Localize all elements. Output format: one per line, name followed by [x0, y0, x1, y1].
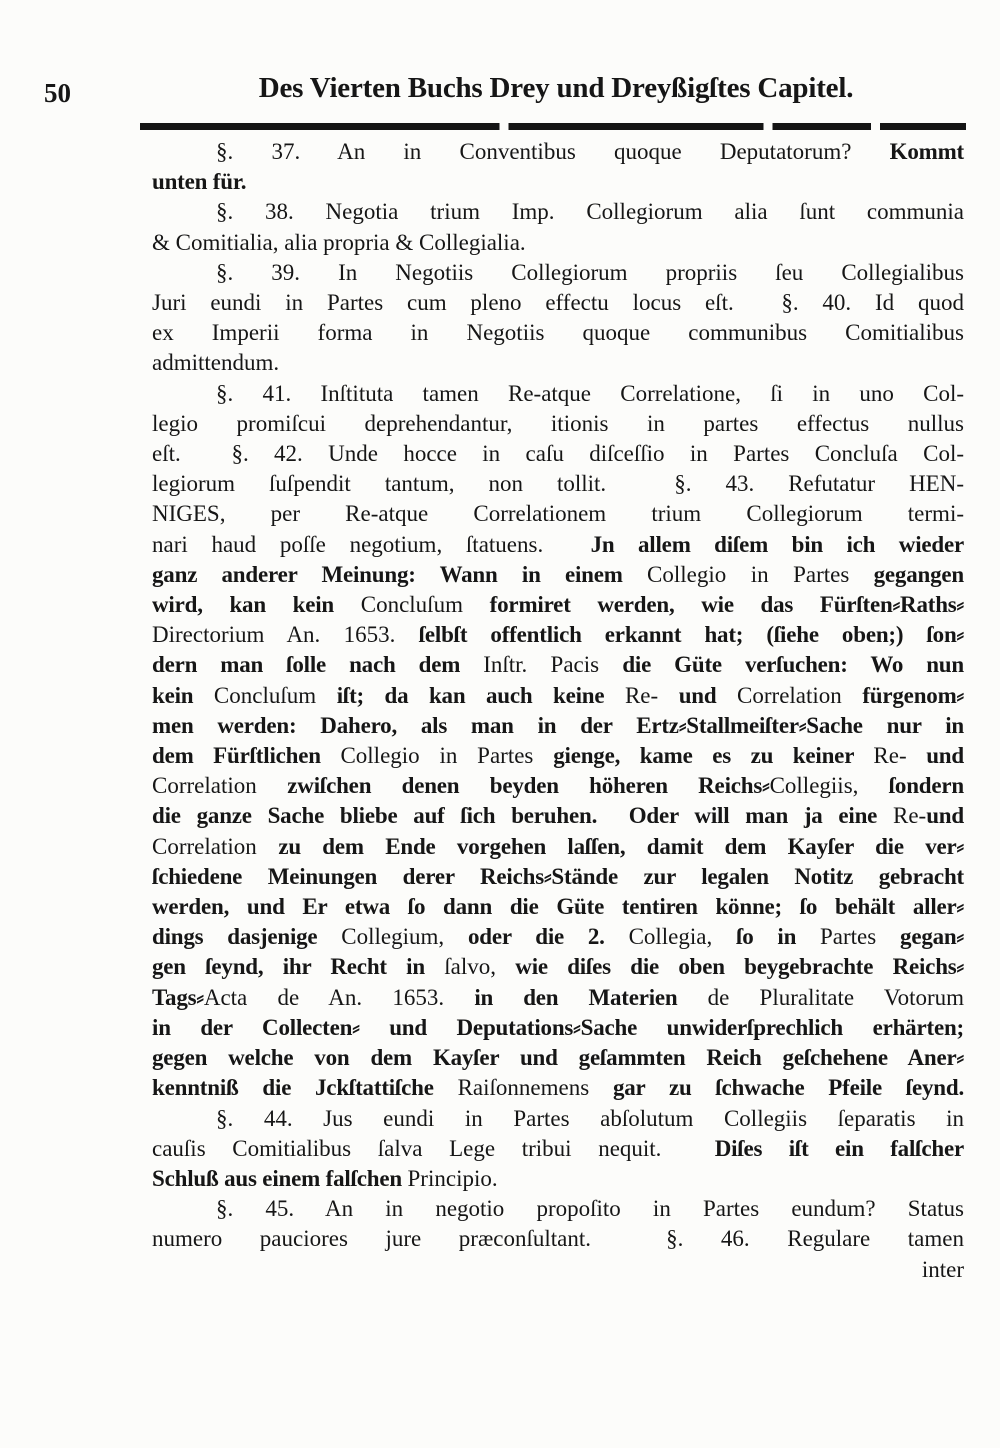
fraktur-text-segment: wird, kan kein: [152, 592, 361, 618]
fraktur-text-segment: iſt; da kan auch keine: [316, 682, 625, 708]
fraktur-text-segment: unten für.: [152, 169, 247, 195]
text-line: [152, 288, 964, 318]
text-line: [152, 348, 964, 378]
text-line: [152, 439, 964, 469]
antiqua-text-segment: Partes: [819, 924, 877, 950]
fraktur-text-segment: gegen welche von dem Kayſer und geſammten Reich geſchehene Aner⸗: [152, 1045, 964, 1071]
fraktur-text-segment: kein: [152, 682, 214, 708]
text-line: [152, 862, 964, 892]
fraktur-text-segment: dern man ſolle nach dem: [152, 652, 484, 678]
text-line: [152, 318, 964, 348]
text-line: [152, 590, 964, 620]
text-line: [152, 530, 964, 560]
fraktur-text-segment: gienge, kame es zu keiner: [553, 743, 874, 769]
antiqua-text-segment: Correlation: [152, 833, 279, 859]
antiqua-text-segment: Correlation: [737, 682, 842, 708]
antiqua-text-segment: ex Imperii forma in Negotiis quoque communibus Comitialibus: [152, 320, 964, 346]
header-rule-divider: [140, 123, 966, 130]
text-line: [152, 409, 964, 439]
fraktur-text-segment: und: [926, 803, 964, 829]
text-line: [152, 258, 964, 288]
fraktur-text-segment: gar zu ſchwache Pfeile ſeynd.: [589, 1075, 964, 1101]
text-line: [152, 1013, 964, 1043]
antiqua-text-segment: de Pluralitate Votorum: [707, 984, 965, 1010]
text-line: [152, 650, 964, 680]
antiqua-text-segment: nari haud poſſe negotium, ſtatuens.: [152, 531, 591, 557]
fraktur-text-segment: gegangen: [849, 561, 964, 587]
text-line: [152, 741, 964, 771]
text-line: [152, 922, 964, 952]
antiqua-text-segment: Collegium,: [341, 924, 445, 950]
fraktur-text-segment: ſo in: [712, 924, 820, 950]
fraktur-text-segment: gegan⸗: [876, 924, 964, 950]
antiqua-text-segment: Concluſum: [213, 682, 317, 708]
fraktur-text-segment: in der Collecten⸗ und Deputations⸗Sache unwiderſprechlich erhärten;: [152, 1014, 964, 1040]
antiqua-text-segment: Collegio in Partes: [340, 743, 554, 769]
text-line: [152, 499, 964, 529]
antiqua-text-segment: Re-: [873, 743, 907, 769]
text-line: [152, 620, 964, 650]
antiqua-text-segment: §. 38. Negotia trium Imp. Collegiorum alia ſunt communia: [216, 199, 964, 225]
antiqua-text-segment: §. 39. In Negotiis Collegiorum propriis ſeu Collegialibus: [216, 259, 964, 285]
text-line: [152, 1224, 964, 1254]
fraktur-text-segment: die Güte verſuchen: Wo nun: [622, 652, 964, 678]
antiqua-text-segment: §. 41. Inſtituta tamen Re-atque Correlatione, ſi in uno Col-: [216, 380, 964, 406]
fraktur-text-segment: zu dem Ende vorgehen laſſen, damit dem Kayſer die ver⸗: [278, 833, 965, 859]
text-line: [152, 832, 964, 862]
fraktur-text-segment: werden, und Er etwa ſo dann die Güte tentiren könne; ſo behält aller⸗: [152, 894, 964, 920]
fraktur-text-segment: in den Materien: [474, 984, 708, 1010]
fraktur-text-segment: dem Fürſtlichen: [152, 743, 341, 769]
antiqua-text-segment: Principio.: [407, 1165, 498, 1191]
fraktur-text-segment: fürgenom⸗: [841, 682, 964, 708]
fraktur-text-segment: formiret werden, wie das Fürſten⸗Raths⸗: [462, 592, 965, 618]
antiqua-text-segment: legio promiſcui deprehendantur, itionis in partes effectus nullus: [152, 410, 964, 436]
antiqua-text-segment: Concluſum: [360, 592, 463, 618]
text-line: [152, 137, 964, 167]
antiqua-text-segment: Directorium An. 1653.: [152, 622, 419, 648]
fraktur-text-segment: ſondern: [858, 773, 964, 799]
fraktur-text-segment: gen ſeynd, ihr Recht in: [152, 954, 445, 980]
fraktur-text-segment: zwiſchen denen beyden höheren Reichs⸗: [287, 773, 770, 799]
text-line: [152, 469, 964, 499]
fraktur-text-segment: Kommt: [889, 139, 964, 164]
fraktur-text-segment: Diſes iſt ein falſcher: [714, 1135, 964, 1161]
antiqua-text-segment: §. 44. Jus eundi in Partes abſolutum Collegiis ſeparatis in: [216, 1105, 964, 1131]
antiqua-text-segment: Correlation: [152, 773, 288, 799]
antiqua-text-segment: eſt. §. 42. Unde hocce in caſu diſceſſio in Partes Concluſa Col-: [152, 441, 964, 467]
antiqua-text-segment: & Comitialia, alia propria & Collegialia.: [152, 229, 526, 255]
antiqua-text-segment: Re-: [893, 803, 927, 829]
fraktur-text-segment: dings dasjenige: [152, 924, 342, 950]
text-line: [152, 379, 964, 409]
fraktur-text-segment: und: [906, 743, 964, 769]
running-title: Des Vierten Buchs Drey und Dreyßigſtes Capitel.: [258, 72, 854, 104]
text-line: [152, 1073, 964, 1103]
antiqua-text-segment: legiorum ſuſpendit tantum, non tollit. §. 43. Refutatur HEN-: [152, 471, 964, 497]
antiqua-text-segment: Juri eundi in Partes cum pleno effectu locus eſt. §. 40. Id quod: [152, 290, 964, 316]
text-line: [152, 560, 964, 590]
antiqua-text-segment: Collegio in Partes: [647, 561, 850, 587]
text-line: [152, 801, 964, 831]
fraktur-text-segment: ganz anderer Meinung: Wann in einem: [152, 561, 647, 587]
fraktur-text-segment: kenntniß die Jckſtattiſche: [152, 1075, 458, 1101]
fraktur-text-segment: wie diſes die oben beygebrachte Reichs⸗: [496, 954, 964, 980]
antiqua-text-segment: admittendum.: [152, 350, 280, 376]
text-line: [152, 681, 964, 711]
page-number: 50: [44, 78, 71, 108]
text-line: [152, 983, 964, 1013]
text-body: [152, 137, 964, 1285]
fraktur-text-segment: oder die 2.: [444, 924, 629, 950]
antiqua-text-segment: Raiſonnemens: [457, 1075, 590, 1101]
fraktur-text-segment: ſchiedene Meinungen derer Reichs⸗Stände zur legalen Notitz gebracht: [152, 863, 964, 889]
text-line: [152, 771, 964, 801]
antiqua-text-segment: cauſis Comitialibus ſalva Lege tribui nequit.: [152, 1135, 715, 1161]
antiqua-text-segment: Inſtr. Pacis: [483, 652, 623, 678]
fraktur-text-segment: Schluß aus einem falſchen: [152, 1165, 408, 1191]
antiqua-text-segment: Collegiis,: [769, 773, 859, 799]
text-line: [152, 167, 964, 197]
text-line: [152, 1164, 964, 1194]
text-line: [152, 1104, 964, 1134]
text-line: [152, 1134, 964, 1164]
antiqua-text-segment: Acta de An. 1653.: [203, 984, 475, 1010]
text-line: [152, 711, 964, 741]
fraktur-text-segment: men werden: Dahero, als man in der Ertz⸗Stallmeiſter⸗Sache nur in: [152, 712, 964, 738]
fraktur-text-segment: Tags⸗: [152, 984, 204, 1010]
text-line: [152, 228, 964, 258]
antiqua-text-segment: §. 37. An in Conventibus quoque Deputatorum?: [216, 139, 890, 164]
text-line: [152, 892, 964, 922]
antiqua-text-segment: Re-: [624, 682, 659, 708]
catchword-line: [152, 1255, 964, 1285]
fraktur-text-segment: ſelbſt offentlich erkannt hat; (ſiehe oben;) ſon⸗: [418, 622, 964, 648]
antiqua-text-segment: NIGES, per Re-atque Correlationem trium Collegiorum termi-: [152, 501, 964, 527]
text-line: [152, 1043, 964, 1073]
antiqua-text-segment: Collegia,: [628, 924, 713, 950]
antiqua-text-segment: §. 45. An in negotio propoſito in Partes eundum? Status: [216, 1196, 964, 1222]
fraktur-text-segment: Jn allem diſem bin ich wieder: [590, 531, 964, 557]
antiqua-text-segment: inter: [921, 1256, 964, 1282]
text-line: [152, 1194, 964, 1224]
text-line: [152, 197, 964, 227]
fraktur-text-segment: und: [658, 682, 738, 708]
text-line: [152, 952, 964, 982]
antiqua-text-segment: ſalvo,: [444, 954, 496, 980]
antiqua-text-segment: numero pauciores jure præconſultant. §. 46. Regulare tamen: [152, 1226, 964, 1252]
fraktur-text-segment: die ganze Sache bliebe auf ſich beruhen. Oder will man ja eine: [152, 803, 893, 829]
